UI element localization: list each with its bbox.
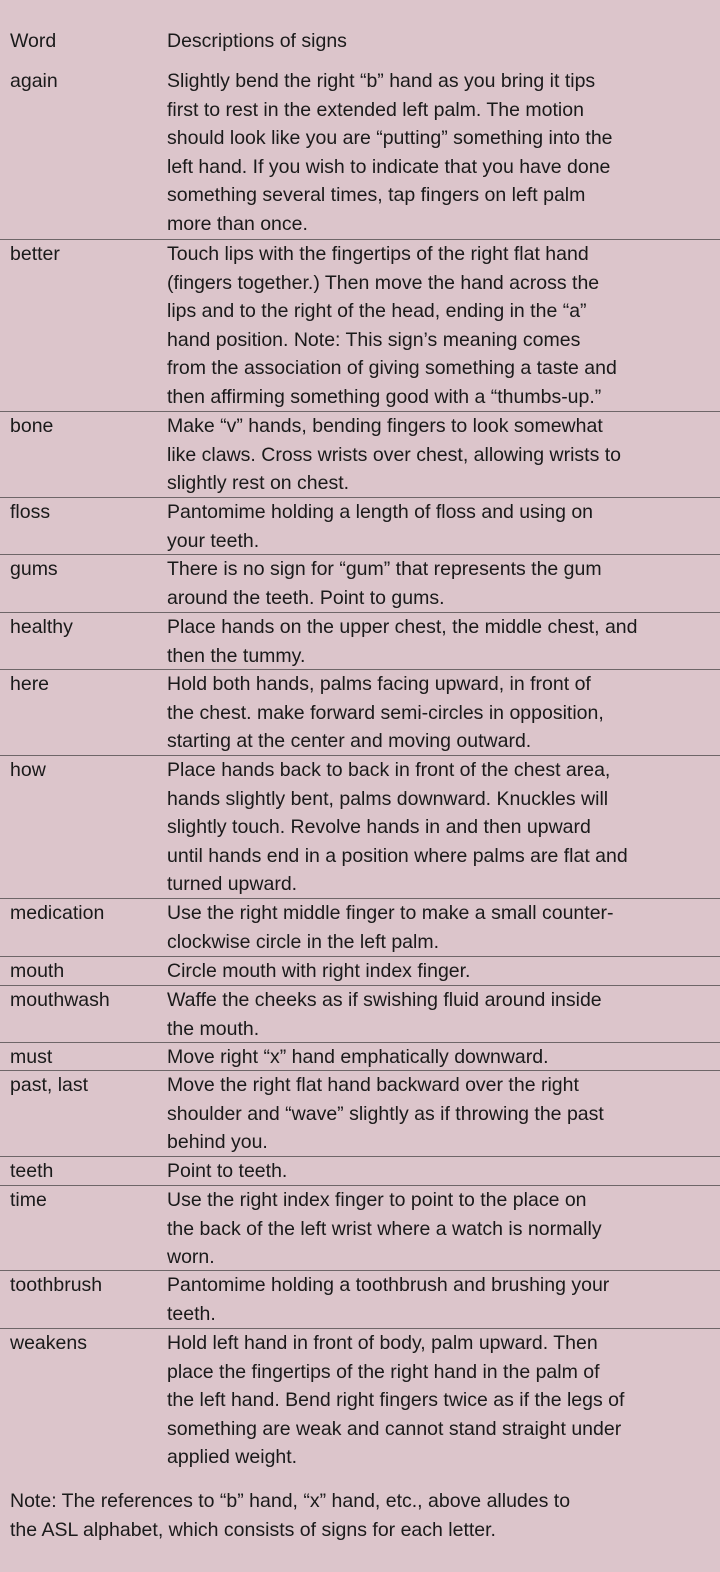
description-line: place the fingertips of the right hand in the palm of xyxy=(167,1360,600,1383)
sign-word: mouth xyxy=(10,960,65,982)
sign-word: here xyxy=(10,673,50,695)
column-header-word: Word xyxy=(10,30,57,52)
description-line: something are weak and cannot stand straight under xyxy=(167,1417,622,1440)
sign-description xyxy=(167,1157,720,1185)
sign-word: bone xyxy=(10,415,54,437)
sign-description xyxy=(167,1071,720,1156)
table-row xyxy=(0,239,720,411)
description-line: like claws. Cross wrists over chest, allowing wrists to xyxy=(167,443,622,466)
table-row xyxy=(0,1070,720,1156)
sign-word: past, last xyxy=(10,1074,89,1096)
description-line: (fingers together.) Then move the hand across the xyxy=(167,271,600,294)
sign-description xyxy=(167,899,720,956)
sign-word: floss xyxy=(10,501,51,523)
description-line: Make “v” hands, bending fingers to look somewhat xyxy=(167,415,603,437)
description-line: lips and to the right of the head, ending in the “a” xyxy=(167,300,587,323)
description-line: starting at the center and moving outward. xyxy=(167,730,532,753)
description-line: slightly touch. Revolve hands in and then upward xyxy=(167,816,591,839)
description-line: worn. xyxy=(167,1246,215,1269)
description-line: should look like you are “putting” something into the xyxy=(167,127,613,150)
table-row xyxy=(0,669,720,755)
table-row xyxy=(0,612,720,669)
sign-description xyxy=(167,1329,720,1485)
description-line: until hands end in a position where palms are flat and xyxy=(167,844,628,867)
description-line: Pantomime holding a toothbrush and brushing your xyxy=(167,1274,610,1296)
description-line: hand position. Note: This sign’s meaning comes xyxy=(167,328,581,351)
description-line: first to rest in the extended left palm. The motion xyxy=(167,98,584,121)
description-line: applied weight. xyxy=(167,1446,298,1469)
note-line: Note: The references to “b” hand, “x” hand, etc., above alludes to xyxy=(10,1490,571,1512)
description-line: shoulder and “wave” slightly as if throwing the past xyxy=(167,1102,604,1125)
description-line: teeth. xyxy=(167,1302,216,1325)
description-line: Move the right flat hand backward over the right xyxy=(167,1074,579,1096)
table-row xyxy=(0,898,720,956)
description-line: Use the right index finger to point to the place on xyxy=(167,1189,587,1211)
table-header xyxy=(0,27,720,55)
description-line: Place hands on the upper chest, the middle chest, and xyxy=(167,616,638,638)
glossary-table-body xyxy=(0,67,720,1485)
description-line: There is no sign for “gum” that represents the gum xyxy=(167,558,602,580)
sign-word: again xyxy=(10,70,58,92)
sign-description xyxy=(167,756,720,898)
sign-description xyxy=(167,1271,720,1328)
table-row xyxy=(0,1270,720,1328)
sign-word: how xyxy=(10,759,46,781)
sign-word: medication xyxy=(10,902,105,924)
description-line: Circle mouth with right index finger. xyxy=(167,960,471,982)
description-line: around the teeth. Point to gums. xyxy=(167,586,445,609)
description-line: from the association of giving something a taste and xyxy=(167,357,617,380)
description-line: your teeth. xyxy=(167,529,260,552)
description-line: the mouth. xyxy=(167,1017,260,1040)
sign-description xyxy=(167,240,720,411)
sign-word: healthy xyxy=(10,616,73,638)
sign-word: gums xyxy=(10,558,58,580)
description-line: hands slightly bent, palms downward. Knuckles will xyxy=(167,787,609,810)
sign-description xyxy=(167,1043,720,1070)
description-line: Touch lips with the fingertips of the right flat hand xyxy=(167,243,589,265)
description-line: Hold left hand in front of body, palm upward. Then xyxy=(167,1332,598,1354)
sign-word: toothbrush xyxy=(10,1274,103,1296)
sign-description xyxy=(167,957,720,985)
footnote xyxy=(10,1487,570,1544)
column-header-description: Descriptions of signs xyxy=(167,30,347,52)
description-line: the chest. make forward semi-circles in opposition, xyxy=(167,701,604,724)
description-line: Pantomime holding a length of floss and using on xyxy=(167,501,594,523)
table-row xyxy=(0,1185,720,1270)
description-line: the back of the left wrist where a watch is normally xyxy=(167,1217,602,1240)
table-row xyxy=(0,67,720,239)
sign-description xyxy=(167,986,720,1042)
table-row xyxy=(0,755,720,898)
sign-description xyxy=(167,67,720,239)
table-row xyxy=(0,985,720,1042)
description-line: the left hand. Bend right fingers twice as if the legs of xyxy=(167,1389,625,1412)
description-line: Move right “x” hand emphatically downward. xyxy=(167,1046,549,1068)
description-line: Waffe the cheeks as if swishing fluid around inside xyxy=(167,989,602,1011)
sign-description xyxy=(167,498,720,554)
sign-description xyxy=(167,412,720,497)
description-line: behind you. xyxy=(167,1131,268,1154)
description-line: then affirming something good with a “thumbs-up.” xyxy=(167,385,602,408)
description-line: Point to teeth. xyxy=(167,1160,288,1182)
table-row xyxy=(0,1042,720,1070)
sign-word: teeth xyxy=(10,1160,54,1182)
sign-word: time xyxy=(10,1189,47,1211)
sign-description xyxy=(167,555,720,612)
sign-word: weakens xyxy=(10,1332,87,1354)
description-line: more than once. xyxy=(167,212,308,235)
sign-word: better xyxy=(10,243,60,265)
sign-word: must xyxy=(10,1046,53,1068)
description-line: left hand. If you wish to indicate that you have done xyxy=(167,155,611,178)
table-row xyxy=(0,554,720,612)
description-line: Place hands back to back in front of the chest area, xyxy=(167,759,611,781)
sign-word: mouthwash xyxy=(10,989,110,1011)
description-line: slightly rest on chest. xyxy=(167,472,350,495)
description-line: something several times, tap fingers on left palm xyxy=(167,184,586,207)
sign-description xyxy=(167,670,720,755)
note-line: the ASL alphabet, which consists of signs for each letter. xyxy=(10,1518,496,1541)
description-line: clockwise circle in the left palm. xyxy=(167,930,440,953)
description-line: then the tummy. xyxy=(167,644,306,667)
table-row xyxy=(0,1156,720,1185)
table-row xyxy=(0,497,720,554)
sign-description xyxy=(167,613,720,669)
sign-description xyxy=(167,1186,720,1270)
description-line: Slightly bend the right “b” hand as you bring it tips xyxy=(167,70,596,92)
description-line: Hold both hands, palms facing upward, in front of xyxy=(167,673,591,695)
table-row xyxy=(0,1328,720,1485)
table-row xyxy=(0,411,720,497)
description-line: Use the right middle finger to make a small counter- xyxy=(167,902,614,924)
table-row xyxy=(0,956,720,985)
description-line: turned upward. xyxy=(167,873,298,896)
